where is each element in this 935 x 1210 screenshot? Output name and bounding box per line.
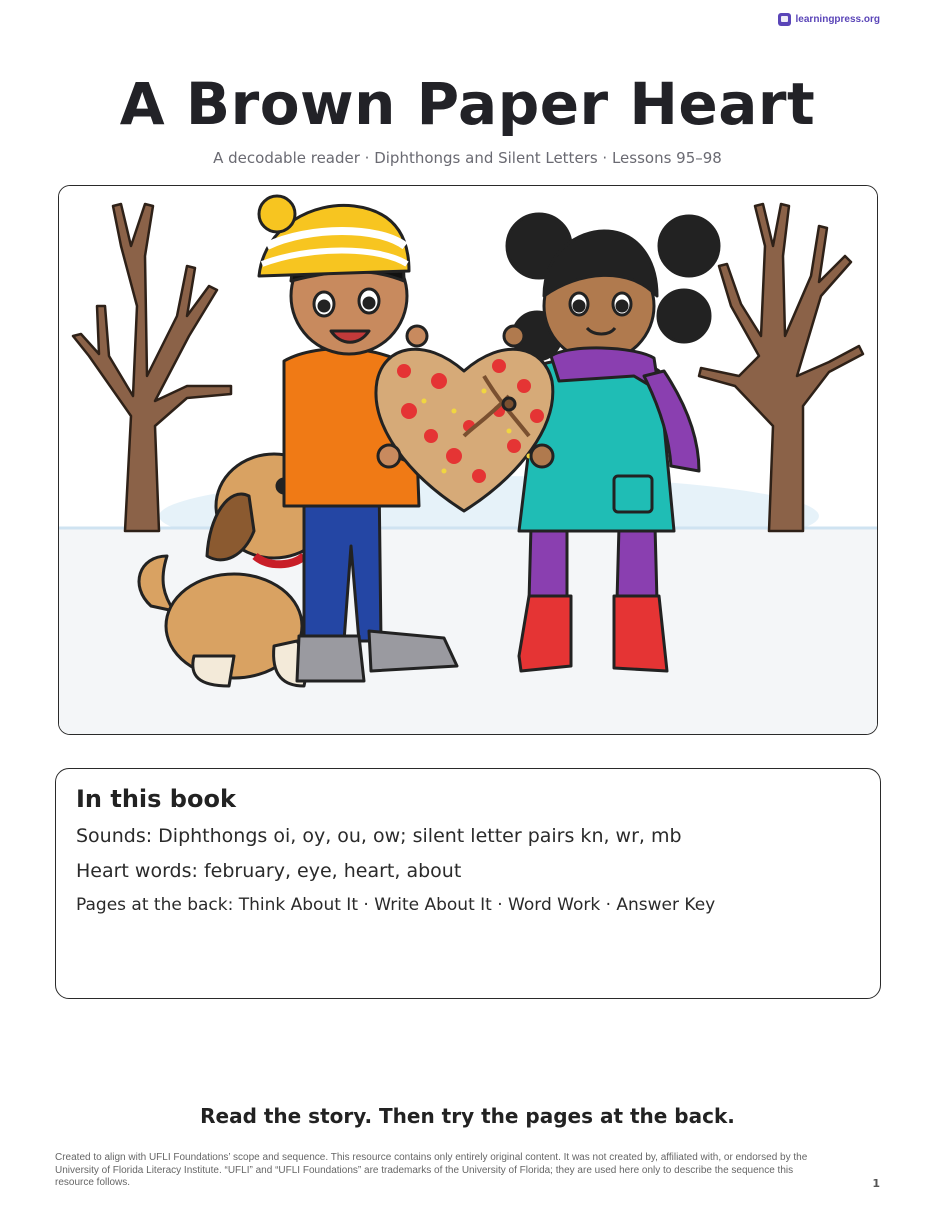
brand-label: learningpress.org — [795, 14, 880, 25]
heart-words-line: Heart words: february, eye, heart, about — [76, 860, 462, 882]
book-icon — [778, 13, 791, 26]
page-subtitle: A decodable reader · Diphthongs and Silent Letters · Lessons 95–98 — [213, 149, 722, 167]
footer-disclaimer: Created to align with UFLI Foundations’ scope and sequence. This resource contains only entirely original content. It was not created by, affiliated with, or endorsed by the University of Florida Literacy Institute. “UFLI” and “UFLI Foundations” are trademarks of the University of Florida; they are used here only to describe the sequence this resource follows. — [55, 1152, 808, 1188]
cover-illustration — [58, 185, 878, 735]
sounds-line: Sounds: Diphthongs oi, oy, ou, ow; silent letter pairs kn, wr, mb — [76, 825, 682, 847]
info-heading: In this book — [76, 785, 236, 813]
call-to-action: Read the story. Then try the pages at the back. — [200, 1104, 735, 1128]
brand-link[interactable] — [778, 13, 880, 26]
page-number: 1 — [872, 1177, 880, 1190]
page-title: A Brown Paper Heart — [119, 70, 816, 138]
book-info-box — [55, 768, 881, 999]
back-pages-line: Pages at the back: Think About It · Write About It · Word Work · Answer Key — [76, 895, 716, 915]
